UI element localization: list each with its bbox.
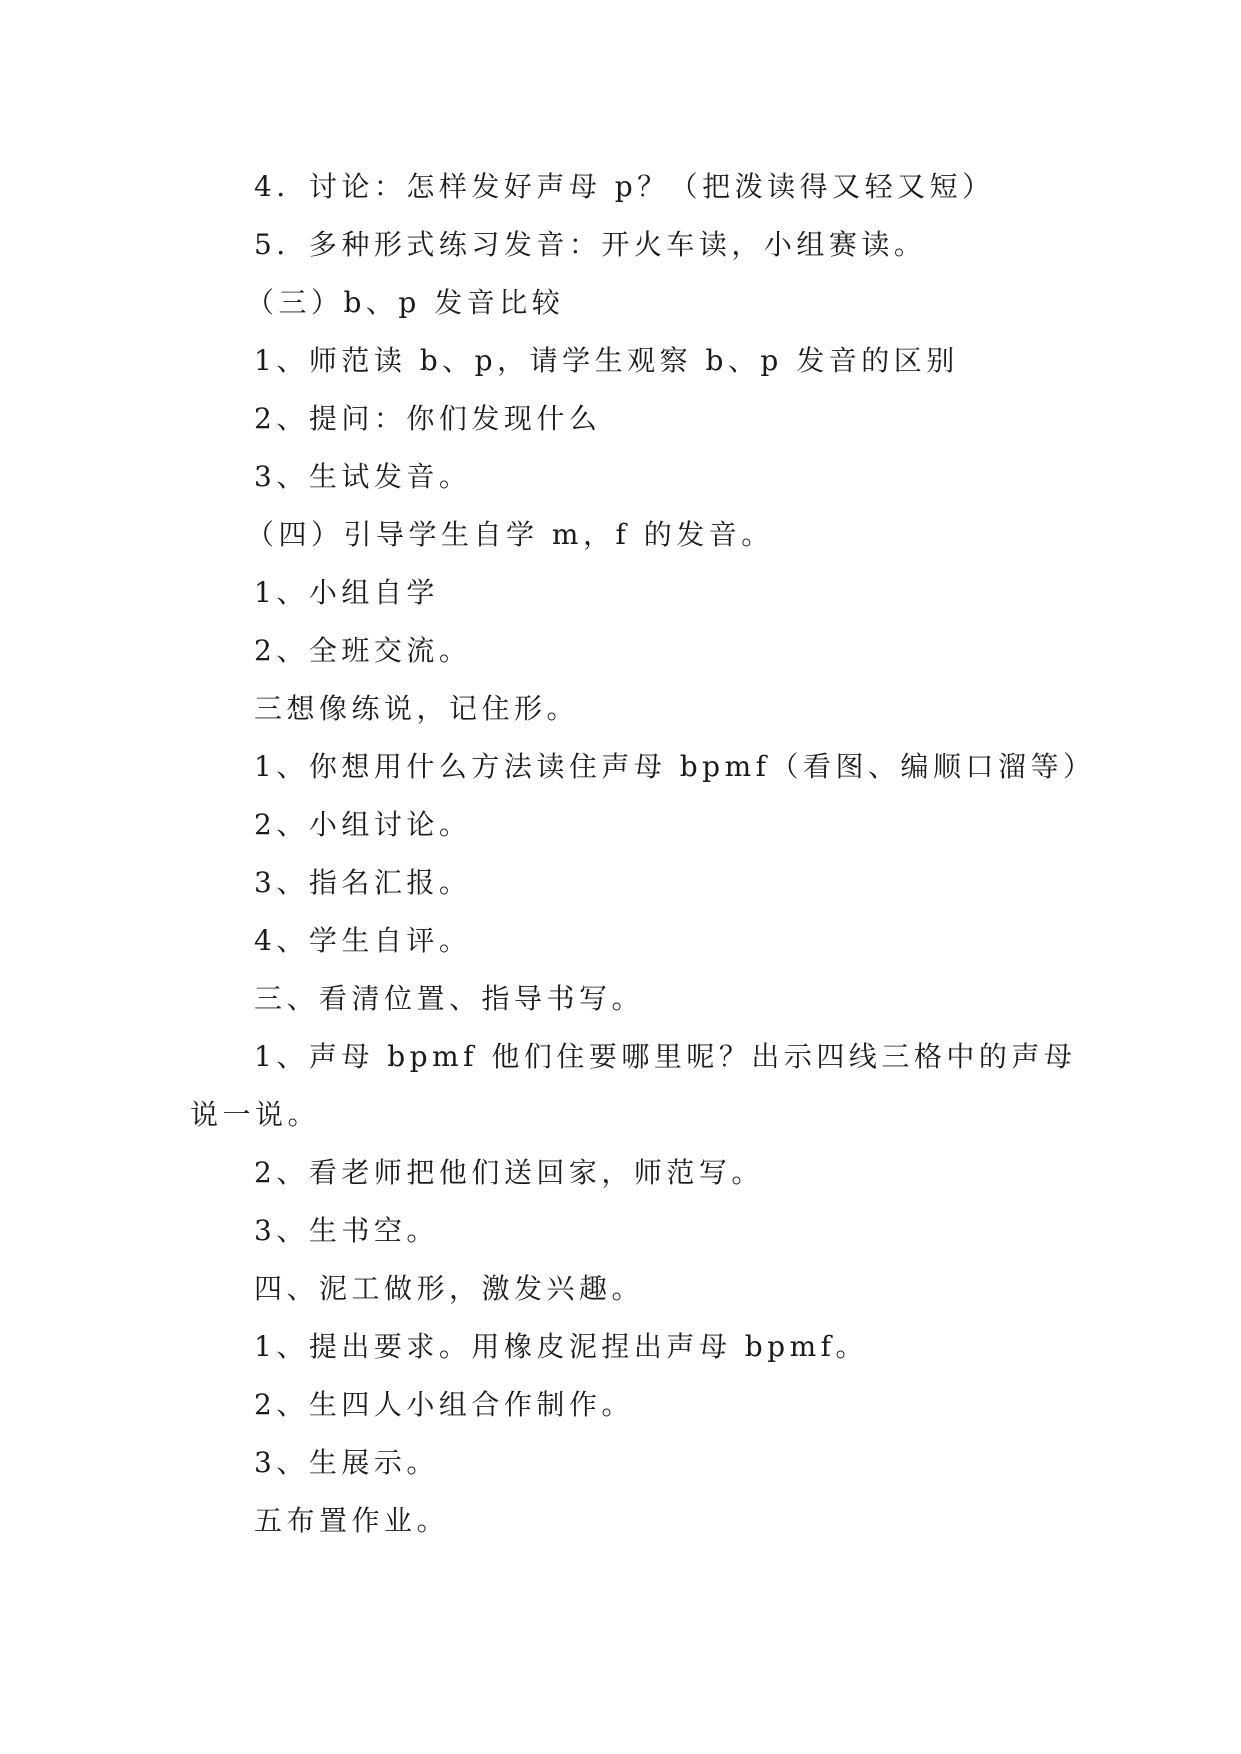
paragraph-line: 2、全班交流。 xyxy=(254,634,472,667)
paragraph-line: 2、生四人小组合作制作。 xyxy=(254,1388,634,1421)
paragraph-line: 1、小组自学 xyxy=(254,576,439,609)
paragraph-line: 2、提问：你们发现什么 xyxy=(254,402,602,435)
section-heading: 三、看清位置、指导书写。 xyxy=(254,982,645,1015)
paragraph-line: 5．多种形式练习发音：开火车读，小组赛读。 xyxy=(254,228,927,261)
paragraph-line: 1、声母 bpmf 他们住要哪里呢？出示四线三格中的声母 xyxy=(254,1040,1077,1073)
section-heading: （三）b、p 发音比较 xyxy=(246,286,565,319)
paragraph-line: 2、小组讨论。 xyxy=(254,808,472,841)
paragraph-line: 2、看老师把他们送回家，师范写。 xyxy=(254,1156,764,1189)
section-heading: 五布置作业。 xyxy=(254,1504,450,1537)
section-heading: （四）引导学生自学 m，f 的发音。 xyxy=(246,518,774,551)
paragraph-line: 4．讨论：怎样发好声母 p？（把泼读得又轻又短） xyxy=(254,170,995,203)
paragraph-line: 1、你想用什么方法读住声母 bpmf（看图、编顺口溜等） xyxy=(254,750,1096,783)
section-heading: 四、泥工做形，激发兴趣。 xyxy=(254,1272,645,1305)
paragraph-continuation: 说一说。 xyxy=(190,1098,321,1131)
paragraph-line: 4、学生自评。 xyxy=(254,924,472,957)
paragraph-line: 1、提出要求。用橡皮泥捏出声母 bpmf。 xyxy=(254,1330,868,1363)
paragraph-line: 3、生展示。 xyxy=(254,1446,439,1479)
paragraph-line: 3、生书空。 xyxy=(254,1214,439,1247)
paragraph-line: 1、师范读 b、p，请学生观察 b、p 发音的区别 xyxy=(254,344,959,377)
section-heading: 三想像练说，记住形。 xyxy=(254,692,580,725)
paragraph-line: 3、生试发音。 xyxy=(254,460,472,493)
paragraph-line: 3、指名汇报。 xyxy=(254,866,472,899)
